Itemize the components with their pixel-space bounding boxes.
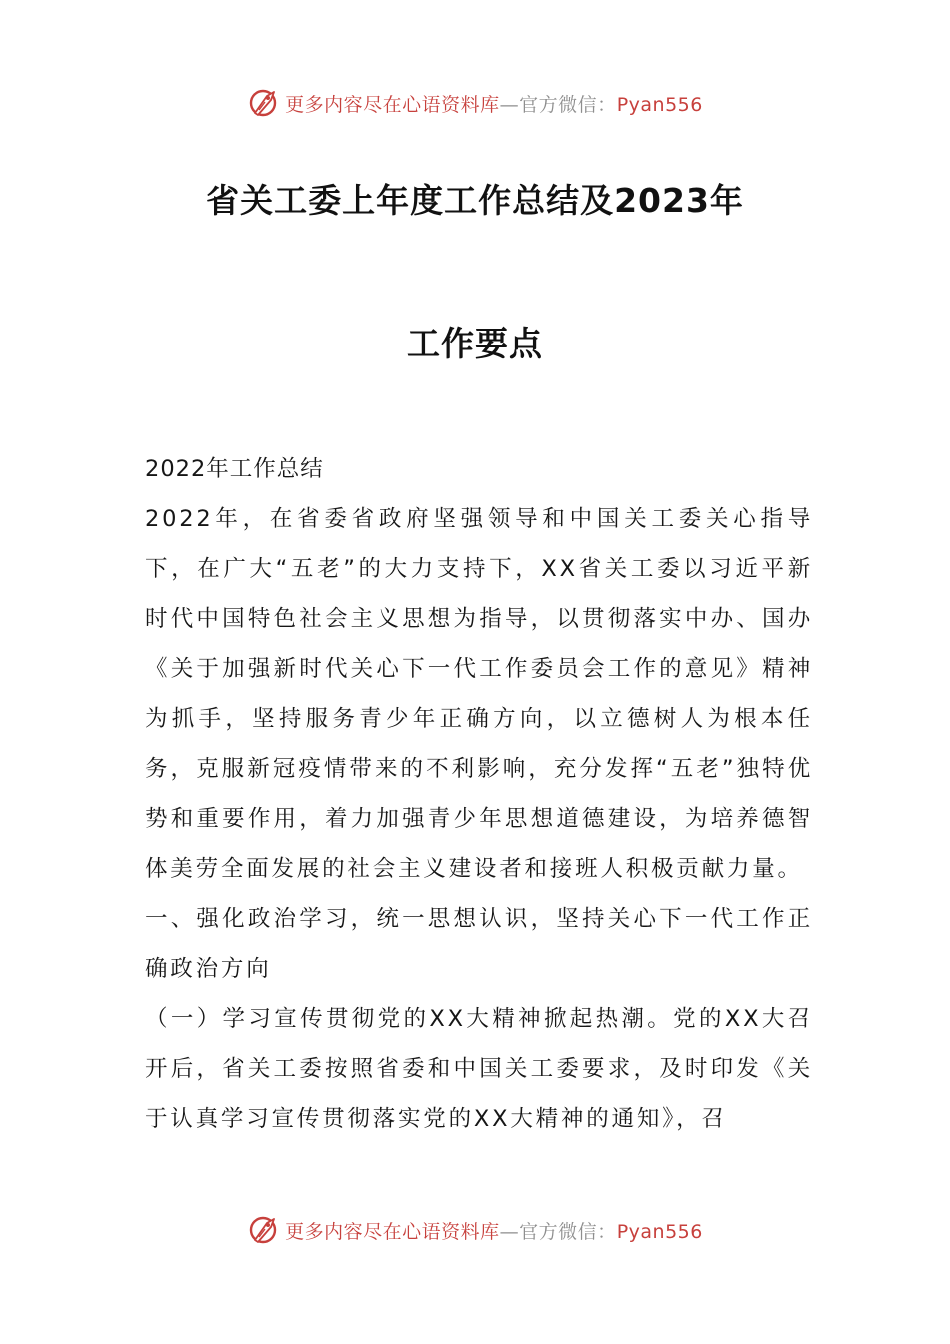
watermark-red-text: 更多内容尽在心语资料库: [285, 1220, 500, 1243]
watermark-text: [285, 1217, 703, 1244]
watermark-dash: —: [499, 1220, 520, 1243]
watermark-dash: —: [499, 93, 520, 116]
watermark-footer: [0, 1210, 950, 1250]
pen-nib-circle-icon: [247, 1213, 281, 1247]
part-one-heading: 一、强化政治学习，统一思想认识，坚持关心下一代工作正确政治方向: [145, 906, 813, 982]
watermark-red-text: 更多内容尽在心语资料库: [285, 93, 500, 116]
document-body: [145, 444, 813, 1144]
watermark-gray-text: 官方微信：: [519, 93, 617, 116]
intro-paragraph: 2022年，在省委省政府坚强领导和中国关工委关心指导下，在广大“五老”的大力支持下，XX省关工委以习近平新时代中国特色社会主义思想为指导，以贯彻落实中办、国办《关于加强新时代关心下一代工作委员会工作的意见》精神为抓手，坚持服务青少年正确方向，以立德树人为根本任务，克服新冠疫情带来的不利影响，充分发挥“五老”独特优势和重要作用，着力加强青少年思想道德建设，为培养德智体美劳全面发展的社会主义建设者和接班人积极贡献力量。: [145, 506, 813, 882]
watermark-gray-text: 官方微信：: [519, 1220, 617, 1243]
watermark-header: [0, 83, 950, 123]
watermark-text: [285, 90, 703, 117]
watermark-wechat-id: Pyan556: [616, 93, 703, 116]
watermark-wechat-id: Pyan556: [616, 1220, 703, 1243]
section-heading: 2022年工作总结: [145, 456, 324, 482]
document-title-line-1: 省关工委上年度工作总结及2023年: [206, 181, 744, 220]
sub-one-paragraph: （一）学习宣传贯彻党的XX大精神掀起热潮。党的XX大召开后，省关工委按照省委和中国关工委要求，及时印发《关于认真学习宣传贯彻落实党的XX大精神的通知》，召: [145, 1006, 813, 1132]
pen-nib-circle-icon: [247, 86, 281, 120]
document-title-line-2: 工作要点: [407, 324, 543, 363]
